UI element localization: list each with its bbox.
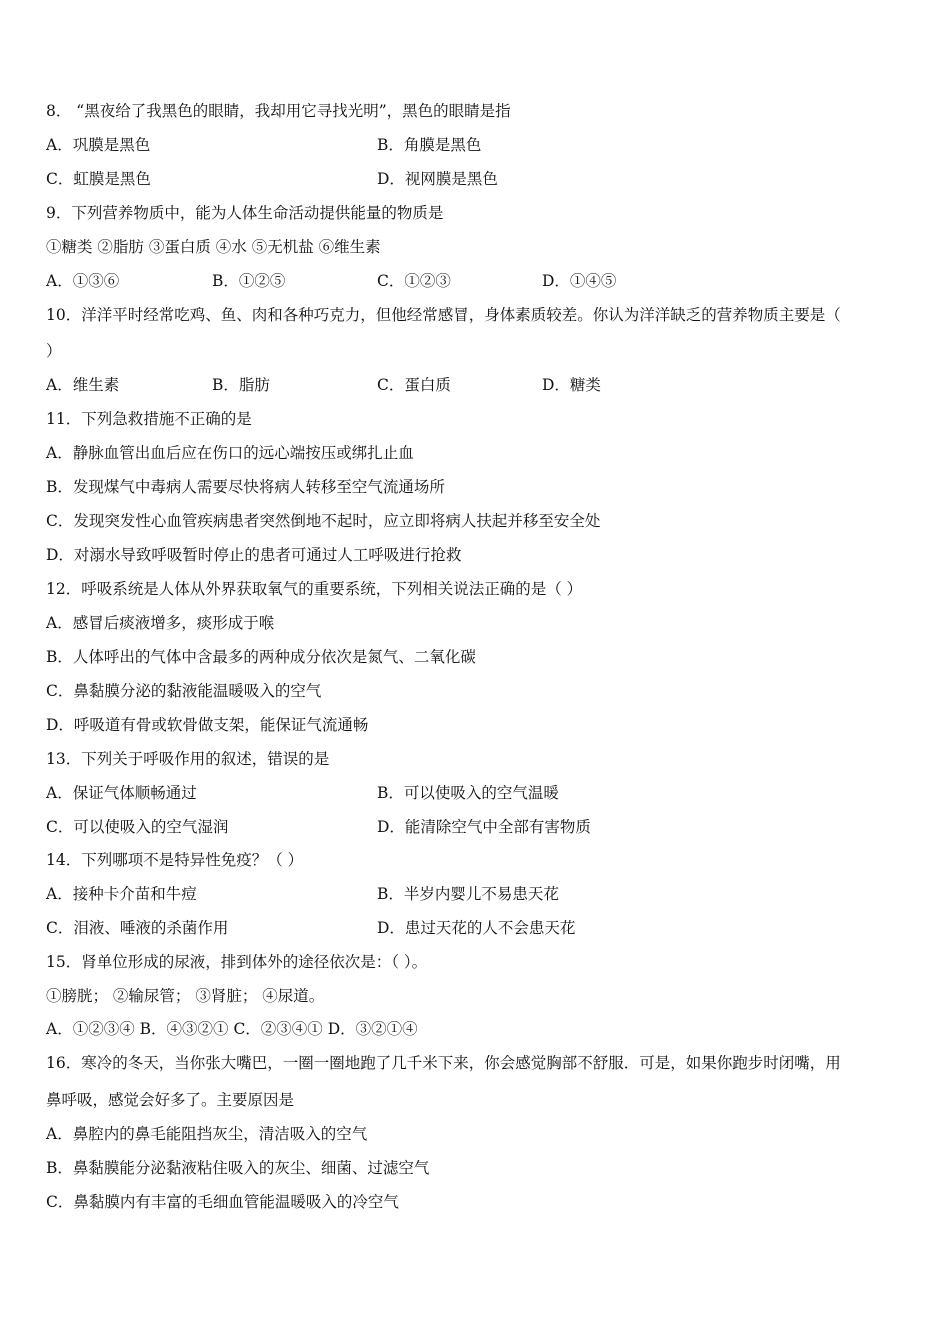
question-9-option-a: A．①③⑥ [46, 272, 120, 290]
question-8-option-d: D．视网膜是黑色 [377, 170, 498, 188]
question-13-option-c: C．可以使吸入的空气湿润 [46, 818, 229, 836]
question-8-option-c: C．虹膜是黑色 [46, 170, 151, 188]
question-10-option-b: B．脂肪 [212, 376, 270, 394]
question-13-option-a: A．保证气体顺畅通过 [46, 784, 197, 802]
question-11-option-a: A．静脉血管出血后应在伤口的远心端按压或绑扎止血 [46, 444, 414, 462]
question-15-stem: 15．肾单位形成的尿液，排到体外的途径依次是：（ ）。 [46, 953, 428, 971]
question-8-option-b: B．角膜是黑色 [377, 136, 482, 154]
question-9-option-c: C．①②③ [377, 272, 451, 290]
question-9-items: ①糖类 ②脂肪 ③蛋白质 ④水 ⑤无机盐 ⑥维生素 [46, 238, 381, 256]
question-15-options: A．①②③④ B．④③②① C．②③④① D．③②①④ [46, 1020, 418, 1038]
question-11-option-c: C．发现突发性心血管疾病患者突然倒地不起时，应立即将病人扶起并移至安全处 [46, 512, 601, 530]
question-9-stem: 9．下列营养物质中，能为人体生命活动提供能量的物质是 [46, 204, 444, 222]
question-14-option-c: C．泪液、唾液的杀菌作用 [46, 919, 229, 937]
question-14-option-b: B．半岁内婴儿不易患天花 [377, 885, 559, 903]
question-13-option-b: B．可以使吸入的空气温暖 [377, 784, 559, 802]
question-11-stem: 11．下列急救措施不正确的是 [46, 410, 252, 428]
question-10-option-c: C．蛋白质 [377, 376, 451, 394]
question-9-option-d: D．①④⑤ [542, 272, 617, 290]
question-12-option-d: D．呼吸道有骨或软骨做支架，能保证气流通畅 [46, 716, 369, 734]
question-13-stem: 13．下列关于呼吸作用的叙述，错误的是 [46, 750, 330, 768]
question-16-option-b: B．鼻黏膜能分泌黏液粘住吸入的灰尘、细菌、过滤空气 [46, 1159, 430, 1177]
question-12-stem: 12．呼吸系统是人体从外界获取氧气的重要系统，下列相关说法正确的是（ ） [46, 580, 583, 598]
question-16-option-a: A．鼻腔内的鼻毛能阻挡灰尘，清洁吸入的空气 [46, 1125, 368, 1143]
question-14-option-d: D．患过天花的人不会患天花 [377, 919, 576, 937]
question-11-option-b: B．发现煤气中毒病人需要尽快将病人转移至空气流通场所 [46, 478, 445, 496]
question-16-option-c: C．鼻黏膜内有丰富的毛细血管能温暖吸入的冷空气 [46, 1193, 399, 1211]
question-12-option-c: C．鼻黏膜分泌的黏液能温暖吸入的空气 [46, 682, 322, 700]
question-8-stem: 8． “黑夜给了我黑色的眼睛，我却用它寻找光明”，黑色的眼睛是指 [46, 102, 511, 120]
question-10-option-a: A．维生素 [46, 376, 120, 394]
question-16-stem-line2: 鼻呼吸，感觉会好多了。主要原因是 [46, 1091, 295, 1109]
question-12-option-b: B．人体呼出的气体中含最多的两种成分依次是氮气、二氧化碳 [46, 648, 476, 666]
question-11-option-d: D．对溺水导致呼吸暂时停止的患者可通过人工呼吸进行抢救 [46, 546, 462, 564]
question-14-option-a: A．接种卡介苗和牛痘 [46, 885, 197, 903]
question-10-stem-line1: 10．洋洋平时经常吃鸡、鱼、肉和各种巧克力，但他经常感冒，身体素质较差。你认为洋洋缺乏的营养物质主要是（ [46, 306, 841, 324]
question-10-stem-line2: ） [46, 342, 62, 360]
question-12-option-a: A．感冒后痰液增多，痰形成于喉 [46, 614, 275, 632]
question-13-option-d: D．能清除空气中全部有害物质 [377, 818, 591, 836]
question-16-stem-line1: 16．寒冷的冬天，当你张大嘴巴，一圈一圈地跑了几千米下来，你会感觉胸部不舒服．可是，如果你跑步时闭嘴，用 [46, 1054, 841, 1072]
question-15-items: ①膀胱； ②输尿管； ③肾脏； ④尿道。 [46, 987, 325, 1005]
question-8-option-a: A．巩膜是黑色 [46, 136, 151, 154]
question-14-stem: 14．下列哪项不是特异性免疫？（ ） [46, 851, 304, 869]
question-9-option-b: B．①②⑤ [212, 272, 286, 290]
question-10-option-d: D．糖类 [542, 376, 601, 394]
